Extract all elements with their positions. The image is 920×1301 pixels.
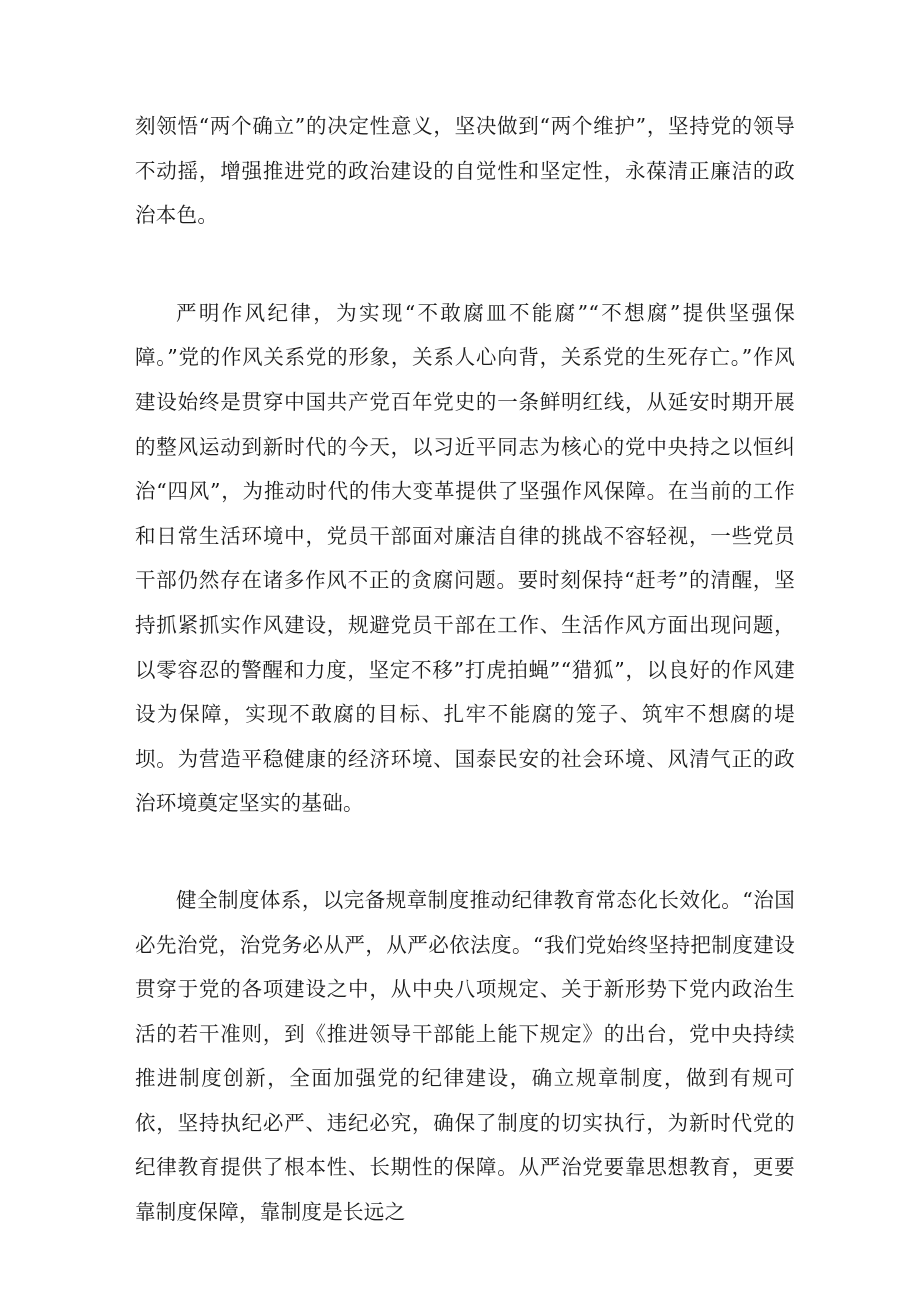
paragraph-work-style-discipline: 严明作风纪律，为实现“不敢腐皿不能腐”“不想腐”提供坚强保障。”党的作风关系党的形象，关系人心向背，关系党的生死存亡。”作风建设始终是贯穿中国共产党百年党史的一条鲜明红线，从延安时期开展的整风运动到新时代的今天，以习近平同志为核心的党中央持之以恒纠治“四风”，为推动时代的伟大变革提供了坚强作风保障。在当前的工作和日常生活环境中，党员干部面对廉洁自律的挑战不容轻视，一些党员干部仍然存在诸多作风不正的贪腐问题。要时刻保持“赶考”的清醒，坚持抓紧抓实作风建设，规避党员干部在工作、生活作风方面出现问题，以零容忍的警醒和力度，坚定不移”打虎拍蝇”“猎狐”，以良好的作风建设为保障，实现不敢腐的目标、扎牢不能腐的笼子、筑牢不想腐的堤坝。为营造平稳健康的经济环境、国泰民安的社会环境、风清气正的政治环境奠定坚实的基础。	[135, 300, 795, 816]
paragraph-continuation: 刻领悟“两个确立”的决定性意义，坚决做到“两个维护”，坚持党的领导不动摇，增强推进党的政治建设的自觉性和坚定性，永葆清正廉洁的政治本色。	[135, 114, 795, 228]
paragraph-institutional-system: 健全制度体系，以完备规章制度推动纪律教育常态化长效化。“治国必先治党，治党务必从严，从严必依法度。“我们党始终坚持把制度建设贯穿于党的各项建设之中，从中央八项规定、关于新形势下党内政治生活的若干准则，到《推进领导干部能上能下规定》的出台，党中央持续推进制度创新，全面加强党的纪律建设，确立规章制度，做到有规可依，坚持执纪必严、违纪必究，确保了制度的切实执行，为新时代党的纪律教育提供了根本性、长期性的保障。从严治党要靠思想教育，更要靠制度保障，靠制度是长远之	[135, 887, 795, 1225]
document-body	[135, 104, 795, 1235]
